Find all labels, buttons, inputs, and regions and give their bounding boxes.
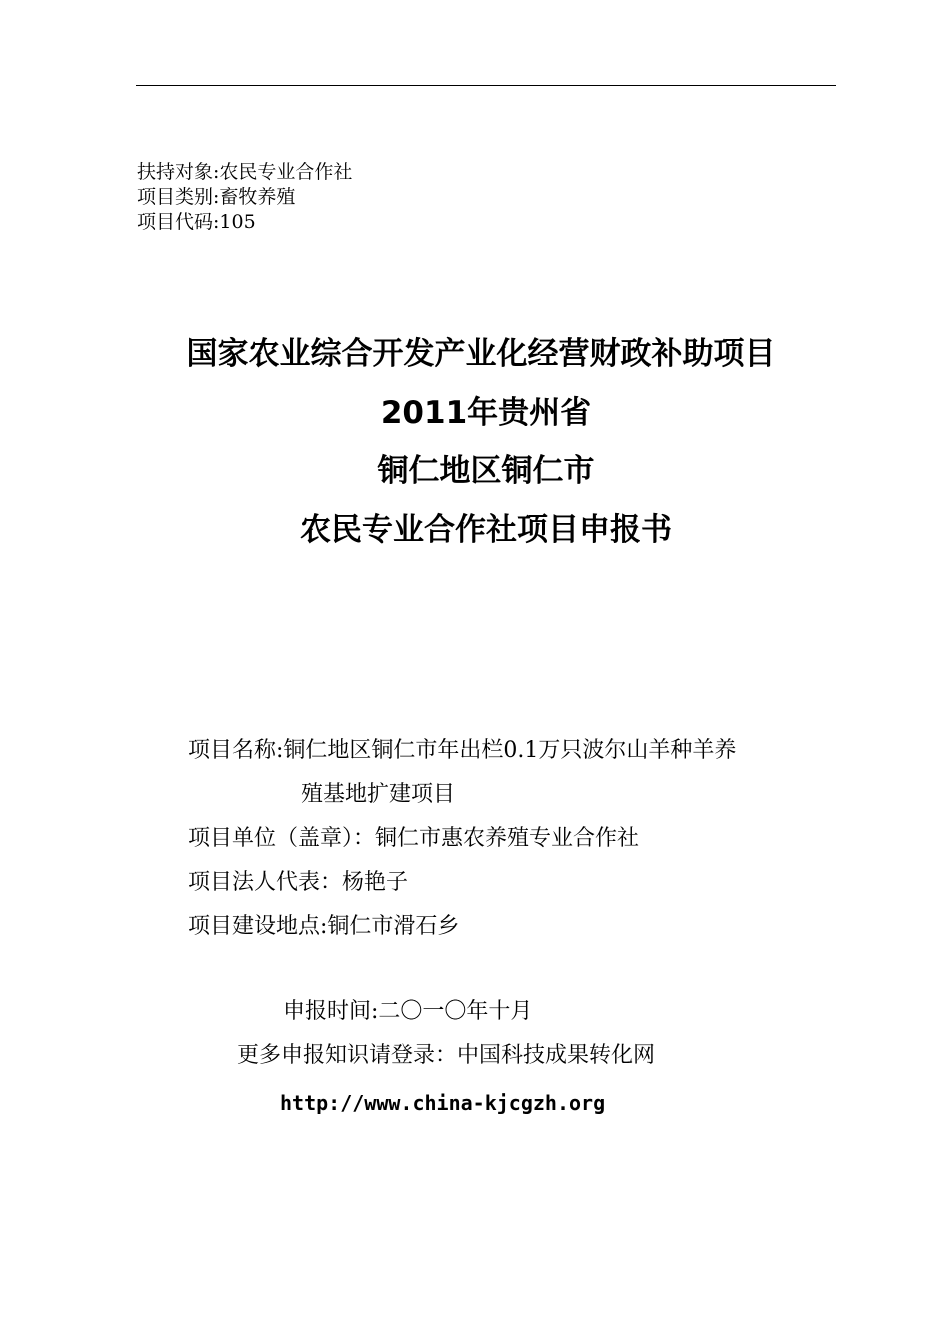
- project-name-continued: 殖基地扩建项目: [301, 782, 456, 807]
- submission-date: 申报时间:二〇一〇年十月: [283, 999, 533, 1024]
- legal-representative: 项目法人代表：杨艳子: [188, 870, 409, 895]
- support-target: 扶持对象:农民专业合作社: [137, 161, 353, 183]
- title-line-2: 2011年贵州省: [380, 394, 592, 431]
- project-name: 项目名称:铜仁地区铜仁市年出栏0.1万只波尔山羊种羊养: [188, 738, 737, 763]
- more-info-text: 更多申报知识请登录：中国科技成果转化网: [237, 1043, 656, 1068]
- project-code: 项目代码:105: [137, 211, 256, 233]
- header-rule: [136, 85, 836, 86]
- title-line-3: 铜仁地区铜仁市: [377, 453, 595, 489]
- title-line-1: 国家农业综合开发产业化经营财政补助项目: [186, 336, 776, 372]
- project-meta: [137, 160, 352, 235]
- website-url: http://www.china-kjcgzh.org: [280, 1091, 606, 1115]
- title-line-4: 农民专业合作社项目申报书: [300, 511, 672, 548]
- project-category: 项目类别:畜牧养殖: [137, 186, 296, 208]
- project-details: [188, 736, 736, 956]
- project-unit: 项目单位（盖章）：铜仁市惠农养殖专业合作社: [188, 826, 640, 851]
- document-title: [0, 334, 950, 568]
- construction-location: 项目建设地点:铜仁市滑石乡: [188, 914, 460, 939]
